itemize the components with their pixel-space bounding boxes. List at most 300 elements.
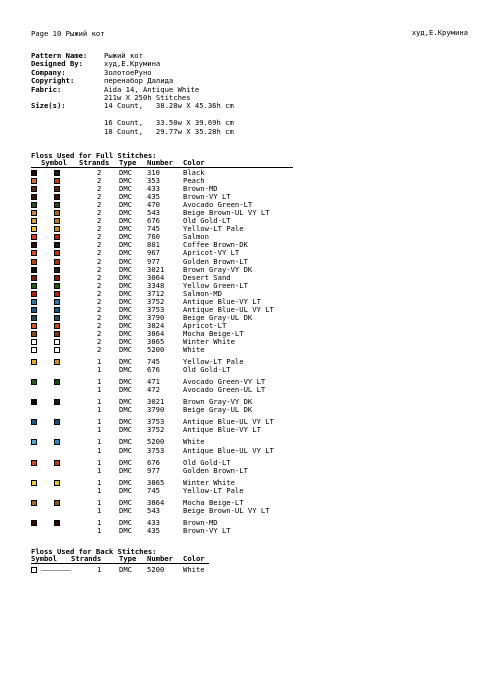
strands-cell: 1	[97, 497, 102, 507]
info-row	[31, 128, 234, 136]
type-cell: DMC	[119, 477, 132, 487]
number-cell: 3064	[147, 272, 165, 282]
table-row	[31, 209, 293, 217]
floss-symbol-icon	[54, 307, 60, 313]
strands-cell: 2	[97, 296, 102, 306]
floss-symbol-icon	[54, 242, 60, 248]
color-name-cell: Yellow-LT Pale	[183, 485, 244, 495]
type-cell: DMC	[119, 184, 132, 194]
number-cell: 5200	[147, 437, 165, 447]
number-cell: 543	[147, 505, 160, 515]
type-cell: DMC	[119, 224, 132, 234]
info-value: ЗолотоеРуно	[104, 67, 152, 77]
strands-cell: 2	[97, 280, 102, 290]
floss-swatch	[31, 234, 37, 240]
floss-symbol-icon	[54, 419, 60, 425]
color-name-cell: Golden Brown-LT	[183, 256, 248, 266]
full-stitches-table	[31, 169, 293, 535]
color-name-cell: Salmon-MD	[183, 288, 222, 298]
strands-cell: 2	[97, 248, 102, 258]
floss-swatch	[31, 347, 37, 353]
col-symbol: Symbol	[31, 554, 57, 563]
floss-swatch	[31, 218, 37, 224]
page-author: худ,Е.Крумина	[411, 28, 468, 37]
color-name-cell: Desert Sand	[183, 272, 231, 282]
color-name-cell: Antique Blue-UL VY LT	[183, 417, 274, 427]
type-cell: DMC	[119, 437, 132, 447]
number-cell: 3864	[147, 328, 165, 338]
floss-swatch	[31, 178, 37, 184]
number-cell: 3790	[147, 405, 165, 415]
number-cell: 5200	[147, 565, 165, 574]
color-name-cell: Brown-MD	[183, 517, 218, 527]
color-name-cell: Avocado Green-UL LT	[183, 385, 266, 395]
floss-symbol-icon	[54, 170, 60, 176]
col-type: Type	[119, 554, 137, 563]
back-stitches-table	[31, 566, 293, 574]
floss-symbol-icon	[54, 283, 60, 289]
strands-cell: 2	[97, 240, 102, 250]
table-row	[31, 459, 293, 467]
number-cell: 745	[147, 224, 160, 234]
floss-swatch	[31, 520, 37, 526]
type-cell: DMC	[119, 304, 132, 314]
full-stitches-title: Floss Used for Full Stitches:	[31, 151, 157, 160]
col-strands: Strands	[71, 554, 102, 563]
table-row	[31, 479, 293, 487]
color-name-cell: Old Gold-LT	[183, 216, 231, 226]
color-name-cell: Antique Blue-UL VY LT	[183, 304, 274, 314]
type-cell: DMC	[119, 176, 132, 186]
table-row	[31, 406, 293, 414]
strands-cell: 2	[97, 304, 102, 314]
number-cell: 676	[147, 216, 160, 226]
type-cell: DMC	[119, 517, 132, 527]
number-cell: 676	[147, 457, 160, 467]
number-cell: 3712	[147, 288, 165, 298]
floss-swatch	[31, 480, 37, 486]
info-value: худ,Е.Крумина	[104, 59, 161, 69]
number-cell: 3752	[147, 425, 165, 435]
type-cell: DMC	[119, 320, 132, 330]
floss-swatch	[31, 315, 37, 321]
strands-cell: 1	[97, 525, 102, 535]
type-cell: DMC	[119, 248, 132, 258]
table-row	[31, 467, 293, 475]
type-cell: DMC	[119, 445, 132, 455]
color-name-cell: Peach	[183, 176, 205, 186]
floss-swatch	[31, 379, 37, 385]
color-name-cell: Beige Brown-UL VY LT	[183, 505, 270, 515]
color-name-cell: Yellow-LT Pale	[183, 357, 244, 367]
number-cell: 472	[147, 385, 160, 395]
info-value: 18 Count, 29.77w X 35.28h cm	[104, 126, 234, 136]
type-cell: DMC	[119, 328, 132, 338]
table-row	[31, 358, 293, 366]
strands-cell: 1	[97, 425, 102, 435]
type-cell: DMC	[119, 397, 132, 407]
info-key: Company:	[31, 67, 66, 77]
strands-cell: 2	[97, 200, 102, 210]
strands-cell: 2	[97, 264, 102, 274]
number-cell: 801	[147, 240, 160, 250]
floss-swatch	[31, 460, 37, 466]
floss-swatch	[31, 259, 37, 265]
table-row	[31, 217, 293, 225]
color-name-cell: Salmon	[183, 232, 209, 242]
color-name-cell: Brown Gray-VY DK	[183, 397, 253, 407]
floss-symbol-icon	[54, 186, 60, 192]
info-value: 211w X 250h Stitches	[104, 92, 191, 102]
color-name-cell: Apricot-VY LT	[183, 248, 240, 258]
color-name-cell: Coffee Brown-DK	[183, 240, 248, 250]
type-cell: DMC	[119, 264, 132, 274]
number-cell: 3753	[147, 445, 165, 455]
type-cell: DMC	[119, 256, 132, 266]
type-cell: DMC	[119, 280, 132, 290]
strands-cell: 1	[97, 357, 102, 367]
strands-cell: 1	[97, 377, 102, 387]
strands-cell: 1	[97, 477, 102, 487]
color-name-cell: Black	[183, 168, 205, 177]
page-number: Page 10	[31, 29, 62, 38]
number-cell: 3021	[147, 397, 165, 407]
table-row	[31, 519, 293, 527]
floss-swatch	[31, 250, 37, 256]
info-value: Aida 14, Antique White	[104, 84, 200, 94]
type-cell: DMC	[119, 272, 132, 282]
number-cell: 3753	[147, 417, 165, 427]
floss-symbol-icon	[54, 218, 60, 224]
table-row	[31, 346, 293, 354]
info-key: Pattern Name:	[31, 51, 88, 60]
col-number: Number	[147, 158, 173, 167]
strands-cell: 2	[97, 312, 102, 322]
color-name-cell: Old Gold-LT	[183, 365, 231, 375]
strands-cell: 2	[97, 232, 102, 242]
table-row	[31, 225, 293, 233]
strands-cell: 2	[97, 192, 102, 202]
color-name-cell: Brown-VY LT	[183, 525, 231, 535]
color-name-cell: Antique Blue-VY LT	[183, 296, 261, 306]
floss-swatch	[31, 339, 37, 345]
number-cell: 967	[147, 248, 160, 258]
number-cell: 3790	[147, 312, 165, 322]
floss-swatch	[31, 267, 37, 273]
color-name-cell: Winter White	[183, 477, 235, 487]
floss-swatch	[31, 439, 37, 445]
info-value: 16 Count, 33.50w X 39.69h cm	[104, 118, 234, 128]
number-cell: 435	[147, 192, 160, 202]
type-cell: DMC	[119, 365, 132, 375]
floss-swatch	[31, 299, 37, 305]
info-key	[31, 128, 104, 136]
floss-symbol-icon	[54, 347, 60, 353]
number-cell: 3753	[147, 304, 165, 314]
floss-swatch	[31, 399, 37, 405]
floss-symbol-icon	[54, 259, 60, 265]
color-name-cell: Avocado Green-VY LT	[183, 377, 266, 387]
table-row	[31, 386, 293, 394]
type-cell: DMC	[119, 288, 132, 298]
type-cell: DMC	[119, 168, 132, 177]
pattern-info	[31, 52, 234, 136]
floss-symbol-icon	[54, 299, 60, 305]
table-row	[31, 169, 293, 177]
floss-symbol-icon	[54, 359, 60, 365]
type-cell: DMC	[119, 417, 132, 427]
info-key	[31, 111, 104, 119]
floss-symbol-icon	[54, 226, 60, 232]
color-name-cell: Golden Brown-LT	[183, 465, 248, 475]
type-cell: DMC	[119, 232, 132, 242]
color-name-cell: Old Gold-LT	[183, 457, 231, 467]
number-cell: 470	[147, 200, 160, 210]
table-row	[31, 366, 293, 374]
type-cell: DMC	[119, 377, 132, 387]
floss-symbol-icon	[54, 331, 60, 337]
number-cell: 3752	[147, 296, 165, 306]
color-name-cell: Avocado Green-LT	[183, 200, 253, 210]
strands-cell: 2	[97, 176, 102, 186]
floss-swatch	[31, 170, 37, 176]
strands-cell: 1	[97, 485, 102, 495]
floss-swatch	[31, 331, 37, 337]
number-cell: 745	[147, 485, 160, 495]
number-cell: 353	[147, 176, 160, 186]
type-cell: DMC	[119, 208, 132, 218]
number-cell: 433	[147, 184, 160, 194]
type-cell: DMC	[119, 385, 132, 395]
info-value: 14 Count, 38.28w X 45.36h cm	[104, 101, 234, 111]
table-row	[31, 177, 293, 185]
color-name-cell: Beige Gray-UL DK	[183, 312, 253, 322]
number-cell: 977	[147, 465, 160, 475]
floss-swatch	[31, 275, 37, 281]
info-key: Designed By:	[31, 59, 83, 69]
strands-cell: 2	[97, 272, 102, 282]
table-row	[31, 447, 293, 455]
type-cell: DMC	[119, 525, 132, 535]
floss-swatch	[31, 359, 37, 365]
color-name-cell: White	[183, 437, 205, 447]
floss-symbol-icon	[54, 234, 60, 240]
col-color: Color	[183, 158, 205, 167]
color-name-cell: Winter White	[183, 336, 235, 346]
table-row	[31, 487, 293, 495]
floss-swatch	[31, 226, 37, 232]
type-cell: DMC	[119, 357, 132, 367]
backstitch-line-icon	[41, 570, 71, 571]
strands-cell: 2	[97, 256, 102, 266]
floss-symbol-icon	[54, 267, 60, 273]
number-cell: 433	[147, 517, 160, 527]
floss-symbol-icon	[54, 291, 60, 297]
number-cell: 543	[147, 208, 160, 218]
info-key: Copyright:	[31, 76, 75, 86]
table-row	[31, 249, 293, 257]
floss-symbol-icon	[54, 275, 60, 281]
color-name-cell: Brown Gray-VY DK	[183, 264, 253, 274]
type-cell: DMC	[119, 565, 132, 574]
number-cell: 760	[147, 232, 160, 242]
floss-symbol-icon	[54, 202, 60, 208]
floss-swatch	[31, 500, 37, 506]
floss-swatch	[31, 194, 37, 200]
color-name-cell: Antique Blue-UL VY LT	[183, 445, 274, 455]
color-name-cell: Apricot-LT	[183, 320, 227, 330]
number-cell: 3865	[147, 336, 165, 346]
floss-symbol-icon	[54, 500, 60, 506]
full-stitches-header	[31, 159, 293, 168]
strands-cell: 1	[97, 385, 102, 395]
type-cell: DMC	[119, 457, 132, 467]
number-cell: 3348	[147, 280, 165, 290]
floss-symbol-icon	[54, 250, 60, 256]
floss-symbol-icon	[54, 323, 60, 329]
col-color: Color	[183, 554, 205, 563]
col-type: Type	[119, 158, 137, 167]
info-key: Fabric:	[31, 84, 62, 94]
type-cell: DMC	[119, 485, 132, 495]
page-header	[31, 29, 468, 39]
floss-swatch	[31, 567, 37, 573]
floss-symbol-icon	[54, 339, 60, 345]
table-row	[31, 426, 293, 434]
color-name-cell: Mocha Beige-LT	[183, 328, 244, 338]
type-cell: DMC	[119, 192, 132, 202]
number-cell: 5200	[147, 345, 165, 355]
color-name-cell: Yellow-LT Pale	[183, 224, 244, 234]
strands-cell: 2	[97, 168, 102, 177]
strands-cell: 1	[97, 417, 102, 427]
type-cell: DMC	[119, 465, 132, 475]
table-row	[31, 185, 293, 193]
type-cell: DMC	[119, 405, 132, 415]
type-cell: DMC	[119, 497, 132, 507]
table-row	[31, 193, 293, 201]
strands-cell: 2	[97, 224, 102, 234]
floss-swatch	[31, 210, 37, 216]
strands-cell: 1	[97, 465, 102, 475]
strands-cell: 1	[97, 517, 102, 527]
strands-cell: 1	[97, 365, 102, 375]
strands-cell: 1	[97, 437, 102, 447]
strands-cell: 1	[97, 445, 102, 455]
type-cell: DMC	[119, 200, 132, 210]
floss-symbol-icon	[54, 210, 60, 216]
number-cell: 676	[147, 365, 160, 375]
table-row	[31, 241, 293, 249]
floss-swatch	[31, 283, 37, 289]
color-name-cell: White	[183, 345, 205, 355]
floss-symbol-icon	[54, 194, 60, 200]
type-cell: DMC	[119, 425, 132, 435]
floss-symbol-icon	[54, 379, 60, 385]
table-row	[31, 527, 293, 535]
floss-swatch	[31, 419, 37, 425]
info-key: Size(s):	[31, 101, 66, 111]
floss-swatch	[31, 242, 37, 248]
info-value: Рыжий кот	[104, 51, 143, 60]
floss-symbol-icon	[54, 439, 60, 445]
floss-swatch	[31, 291, 37, 297]
color-name-cell: Brown-MD	[183, 184, 218, 194]
number-cell: 3864	[147, 497, 165, 507]
type-cell: DMC	[119, 345, 132, 355]
color-name-cell: Mocha Beige-LT	[183, 497, 244, 507]
strands-cell: 1	[97, 397, 102, 407]
color-name-cell: Antique Blue-VY LT	[183, 425, 261, 435]
strands-cell: 2	[97, 336, 102, 346]
strands-cell: 2	[97, 320, 102, 330]
number-cell: 435	[147, 525, 160, 535]
back-stitches-title: Floss Used for Back Stitches:	[31, 547, 157, 556]
floss-symbol-icon	[54, 480, 60, 486]
strands-cell: 1	[97, 457, 102, 467]
number-cell: 745	[147, 357, 160, 367]
floss-symbol-icon	[54, 178, 60, 184]
number-cell: 310	[147, 168, 160, 177]
page-number-title	[31, 29, 105, 38]
color-name-cell: Brown-VY LT	[183, 192, 231, 202]
table-row	[31, 507, 293, 515]
number-cell: 3021	[147, 264, 165, 274]
info-value: перенабор Далида	[104, 76, 174, 86]
number-cell: 977	[147, 256, 160, 266]
color-name-cell: Yellow Green-LT	[183, 280, 248, 290]
floss-swatch	[31, 307, 37, 313]
color-name-cell: Beige Gray-UL DK	[183, 405, 253, 415]
type-cell: DMC	[119, 240, 132, 250]
col-symbol: Symbol	[41, 158, 67, 167]
strands-cell: 2	[97, 328, 102, 338]
info-row	[31, 102, 234, 110]
strands-cell: 1	[97, 565, 102, 574]
table-row	[31, 566, 293, 574]
strands-cell: 2	[97, 288, 102, 298]
number-cell: 3865	[147, 477, 165, 487]
strands-cell: 1	[97, 405, 102, 415]
color-name-cell: White	[183, 565, 205, 574]
col-number: Number	[147, 554, 173, 563]
page-title: Рыжий кот	[65, 29, 105, 38]
strands-cell: 2	[97, 216, 102, 226]
floss-swatch	[31, 186, 37, 192]
info-key	[31, 119, 104, 127]
strands-cell: 2	[97, 184, 102, 194]
back-stitches-header	[31, 555, 209, 564]
type-cell: DMC	[119, 312, 132, 322]
type-cell: DMC	[119, 216, 132, 226]
number-cell: 3824	[147, 320, 165, 330]
type-cell: DMC	[119, 336, 132, 346]
type-cell: DMC	[119, 505, 132, 515]
floss-symbol-icon	[54, 520, 60, 526]
floss-symbol-icon	[54, 399, 60, 405]
floss-symbol-icon	[54, 460, 60, 466]
table-row	[31, 233, 293, 241]
color-name-cell: Beige Brown-UL VY LT	[183, 208, 270, 218]
floss-swatch	[31, 323, 37, 329]
floss-swatch	[31, 202, 37, 208]
strands-cell: 2	[97, 345, 102, 355]
strands-cell: 1	[97, 505, 102, 515]
number-cell: 471	[147, 377, 160, 387]
type-cell: DMC	[119, 296, 132, 306]
strands-cell: 2	[97, 208, 102, 218]
col-strands: Strands	[79, 158, 110, 167]
